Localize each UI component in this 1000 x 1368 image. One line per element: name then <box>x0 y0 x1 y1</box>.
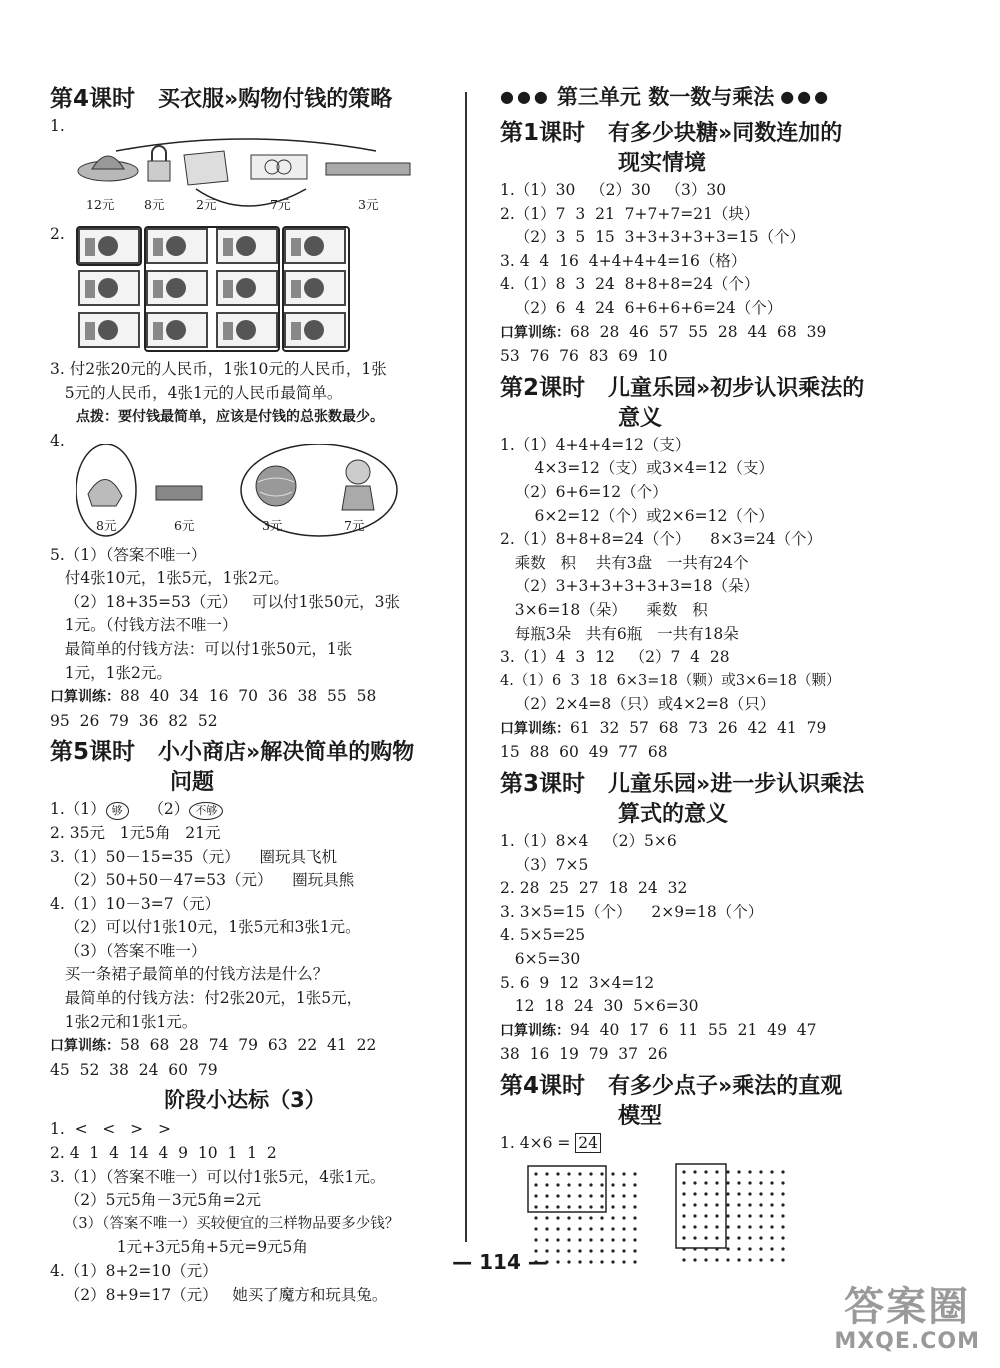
grid-dot <box>682 1236 685 1239</box>
grid-dot <box>545 1183 548 1186</box>
grid-dot <box>545 1227 548 1230</box>
banknote-icon <box>146 312 208 348</box>
answer-line: 4.（1）8 3 24 8+8+8=24（个） <box>500 275 760 294</box>
grid-dot <box>737 1214 740 1217</box>
oral-label: 口算训练： <box>500 324 570 341</box>
answer-line: 4.（1）8+2=10（元） <box>50 1262 218 1280</box>
grid-dot <box>622 1172 625 1175</box>
grid-dot <box>704 1214 707 1217</box>
banknote-icon <box>284 270 346 306</box>
grid-dot <box>748 1214 751 1217</box>
boxed-answer: 24 <box>575 1133 601 1153</box>
price-label: 2元 <box>196 196 217 212</box>
grid-dot <box>556 1205 559 1208</box>
answer-line: 4. 5×5=25 <box>500 926 586 945</box>
grid-dot <box>578 1238 581 1241</box>
grid-dot <box>704 1203 707 1206</box>
lesson-title-cont: 现实情境 <box>618 151 707 176</box>
lesson-number: 第2课时 <box>500 374 586 401</box>
lesson-number: 第5课时 <box>50 739 136 766</box>
grid-dot <box>611 1205 614 1208</box>
grid-dot <box>693 1170 696 1173</box>
grid-dot <box>682 1181 685 1184</box>
grid-dot <box>781 1203 784 1206</box>
grid-dot <box>715 1214 718 1217</box>
answer-line: 6×2=12（个）或2×6=12（个） <box>500 506 774 525</box>
grid-dot <box>682 1214 685 1217</box>
answer-line: （3）7×5 <box>500 855 589 874</box>
grid-dot <box>534 1216 537 1219</box>
lesson-heading-r1 <box>500 118 900 179</box>
grid-dot <box>759 1170 762 1173</box>
circled-answer: 不够 <box>189 802 223 820</box>
answer-line: （2）5元5角－3元5角=2元 <box>50 1191 261 1210</box>
answer-line: 1.（1）4+4+4=12（支） <box>500 435 691 454</box>
grid-dot <box>726 1225 729 1228</box>
price-label: 7元 <box>344 517 365 533</box>
page-number: — 114 — <box>452 1250 548 1274</box>
q4-items-illustration <box>76 444 416 540</box>
grid-dot <box>704 1225 707 1228</box>
grid-dot <box>567 1216 570 1219</box>
grid-dot <box>622 1183 625 1186</box>
answer-line: （2）50+50－47=53（元） 圈玩具熊 <box>50 871 355 890</box>
grid-dot <box>781 1192 784 1195</box>
oral-label: 口算训练： <box>50 1038 120 1055</box>
circled-answer: 够 <box>106 802 129 820</box>
oral-line <box>500 321 900 346</box>
grid-dot <box>567 1194 570 1197</box>
grid-dot <box>578 1172 581 1175</box>
grid-dot <box>600 1227 603 1230</box>
grid-dot <box>704 1170 707 1173</box>
lesson-number: 第1课时 <box>500 120 586 146</box>
grid-dot <box>770 1203 773 1206</box>
grid-dot <box>726 1214 729 1217</box>
tip-text: 要付钱最简单，应该是付钱的总张数最少。 <box>118 409 384 426</box>
banknote-icon <box>284 228 346 264</box>
q4-label: 4. <box>50 431 65 450</box>
answer-line: 最简单的付钱方法：可以付1张50元，1张 <box>50 639 353 658</box>
grid-dot <box>600 1238 603 1241</box>
grid-dot <box>578 1216 581 1219</box>
grid-dot <box>715 1170 718 1173</box>
answer-line: （2）2×4=8（只）或4×2=8（只） <box>500 695 776 714</box>
unit-title: 第三单元 数一数与乘法 <box>556 85 775 109</box>
answer-line: 4×3=12（支）或3×4=12（支） <box>500 459 774 478</box>
grid-dot <box>633 1238 636 1241</box>
price-label: 3元 <box>358 196 379 212</box>
banknote-icon <box>216 312 278 348</box>
answer-line: 3. 4 4 16 4+4+4+4=16（格） <box>500 251 747 270</box>
oral-line <box>500 1019 900 1044</box>
oral-values: 53 76 76 83 69 10 <box>500 347 668 366</box>
tip-line <box>50 405 440 430</box>
answer-line: 2. 4 1 4 14 4 9 10 1 1 2 <box>50 1144 277 1163</box>
answer-line: 2.（1）7 3 21 7+7+7=21（块） <box>500 204 760 223</box>
q2-label: 2. <box>50 224 65 243</box>
grid-dot <box>759 1236 762 1239</box>
answer-line: 1元。（付钱方法不唯一） <box>50 616 238 635</box>
oral-values: 88 40 34 16 70 36 38 55 58 <box>120 687 377 706</box>
grid-dot <box>633 1205 636 1208</box>
lesson-title-cont: 算式的意义 <box>618 802 729 828</box>
answer-line: 2.（1）8+8+8=24（个） 8×3=24（个） <box>500 530 823 549</box>
grid-dot <box>770 1214 773 1217</box>
answer-line: 3.（1）50－15=35（元） 圈玩具飞机 <box>50 847 338 866</box>
oral-line <box>500 717 900 742</box>
q4-figure <box>76 444 416 540</box>
watermark-title: 答案圈 <box>844 1284 971 1330</box>
grid-dot <box>781 1181 784 1184</box>
answer-line: （2）6 4 24 6+6+6+6=24（个） <box>500 298 783 317</box>
lesson-heading-r3 <box>500 769 900 830</box>
grid-dot <box>589 1227 592 1230</box>
grid-dot <box>600 1194 603 1197</box>
grid-dot <box>622 1216 625 1219</box>
grid-dot <box>726 1181 729 1184</box>
lesson-title: 有多少点子»乘法的直观 <box>608 1074 843 1099</box>
oral-values: 68 28 46 57 55 28 44 68 39 <box>570 322 827 341</box>
grid-dot <box>545 1216 548 1219</box>
grid-dot <box>759 1181 762 1184</box>
grid-dot <box>545 1238 548 1241</box>
answer-line: 3. 付2张20元的人民币，1张10元的人民币，1张 <box>50 360 387 379</box>
price-label: 6元 <box>174 517 195 533</box>
grid-dot <box>759 1225 762 1228</box>
oral-values: 95 26 79 36 82 52 <box>50 711 218 730</box>
grid-dot <box>737 1181 740 1184</box>
lesson-title: 买衣服»购物付钱的策略 <box>158 87 393 112</box>
lesson-title: 有多少块糖»同数连加的 <box>608 121 843 146</box>
oral-label: 口算训练： <box>500 1022 570 1039</box>
grid-dot <box>589 1183 592 1186</box>
q1-part2: （2） <box>148 800 190 819</box>
grid-dot <box>534 1227 537 1230</box>
grid-dot <box>770 1181 773 1184</box>
grid-dot <box>534 1183 537 1186</box>
grid-dot <box>567 1238 570 1241</box>
grid-dot <box>611 1238 614 1241</box>
grid-dot <box>534 1172 537 1175</box>
grid-dot <box>567 1172 570 1175</box>
grid-dot <box>682 1203 685 1206</box>
answer-line: 6×5=30 <box>500 950 581 969</box>
unit-heading <box>500 80 900 114</box>
grid-dot <box>748 1170 751 1173</box>
grid-dot <box>545 1172 548 1175</box>
grid-dot <box>578 1183 581 1186</box>
grid-dot <box>693 1192 696 1195</box>
oral-values: 38 16 19 79 37 26 <box>500 1045 668 1064</box>
grid-dot <box>759 1192 762 1195</box>
grid-dot <box>726 1203 729 1206</box>
answer-line: 买一条裙子最简单的付钱方法是什么？ <box>50 965 329 984</box>
grid-dot <box>534 1238 537 1241</box>
grid-dot <box>578 1194 581 1197</box>
answer-line: 3×6=18（朵） 乘数 积 <box>500 600 708 619</box>
grid-dot <box>704 1181 707 1184</box>
grid-dot <box>589 1194 592 1197</box>
lesson-heading-l4 <box>50 84 440 115</box>
grid-dot <box>693 1181 696 1184</box>
grid-dot <box>611 1183 614 1186</box>
banknote-icon <box>284 312 346 348</box>
grid-dot <box>589 1205 592 1208</box>
answer-line: 5. 6 9 12 3×4=12 <box>500 973 655 992</box>
oral-values: 61 32 57 68 73 26 42 41 79 <box>570 718 827 737</box>
answer-line: 5元的人民币，4张1元的人民币最简单。 <box>50 383 343 402</box>
grid-dot <box>611 1227 614 1230</box>
grid-dot <box>737 1170 740 1173</box>
grid-dot <box>545 1194 548 1197</box>
grid-dot <box>633 1183 636 1186</box>
grid-dot <box>715 1192 718 1195</box>
grid-dot <box>737 1236 740 1239</box>
answer-line: （2）6+6=12（个） <box>500 482 668 501</box>
answer-line: 每瓶3朵 共有6瓶 一共有18朵 <box>500 624 739 643</box>
grid-dot <box>748 1236 751 1239</box>
grid-dot <box>781 1225 784 1228</box>
right-column <box>500 80 900 1272</box>
lesson-title: 儿童乐园»初步认识乘法的 <box>608 375 865 401</box>
q1-prefix: 1.（1） <box>50 800 106 819</box>
oral-values: 58 68 28 74 79 63 22 41 22 <box>120 1036 377 1055</box>
price-label: 3元 <box>262 517 283 533</box>
grid-dot <box>737 1203 740 1206</box>
grid-dot <box>704 1236 707 1239</box>
banknote-icon <box>216 270 278 306</box>
lesson-heading-r2 <box>500 373 900 434</box>
grid-dot <box>622 1205 625 1208</box>
oral-values: 15 88 60 49 77 68 <box>500 743 668 762</box>
grid-dot <box>633 1216 636 1219</box>
grid-dot <box>781 1214 784 1217</box>
grid-dot <box>600 1216 603 1219</box>
grid-dot <box>726 1192 729 1195</box>
answer-line: 5.（1）（答案不唯一） <box>50 545 207 564</box>
oral-label: 口算训练： <box>50 689 120 706</box>
grid-dot <box>611 1172 614 1175</box>
grid-dot <box>770 1192 773 1195</box>
oral-values: 94 40 17 6 11 55 21 49 47 <box>570 1020 817 1039</box>
grid-dot <box>611 1216 614 1219</box>
grid-dot <box>726 1170 729 1173</box>
oral-line <box>50 685 440 710</box>
grid-dot <box>589 1172 592 1175</box>
tip-label: 点拨： <box>76 409 118 426</box>
banknote-icon <box>216 228 278 264</box>
grid-dot <box>693 1214 696 1217</box>
price-label: 7元 <box>270 196 291 212</box>
grid-dot <box>556 1238 559 1241</box>
grid-dot <box>633 1227 636 1230</box>
grid-dot <box>589 1238 592 1241</box>
dots-decoration: ●●● <box>500 87 551 106</box>
answer-line: 1张2元和1张1元。 <box>50 1012 198 1031</box>
lesson-heading-r4 <box>500 1071 900 1132</box>
grid-dot <box>693 1236 696 1239</box>
answer-line: 4.（1）6 3 18 6×3=18（颗）或3×6=18（颗） <box>500 672 841 689</box>
grid-dot <box>556 1216 559 1219</box>
answer-line: 乘数 积 共有3盘 一共有24个 <box>500 553 749 572</box>
answer-line: 3.（1）（答案不唯一）可以付1张5元，4张1元。 <box>50 1167 386 1186</box>
grid-dot <box>611 1194 614 1197</box>
answer-line: 1.（1）8×4 （2）5×6 <box>500 832 677 851</box>
answer-line: （2）可以付1张10元，1张5元和3张1元。 <box>50 918 361 937</box>
lesson-title: 小小商店»解决简单的购物 <box>158 740 415 766</box>
q1-figure <box>76 133 416 219</box>
lesson-title: 儿童乐园»进一步认识乘法 <box>608 772 865 798</box>
grid-dot <box>726 1236 729 1239</box>
answer-line: 最简单的付钱方法：付2张20元，1张5元， <box>50 989 363 1008</box>
grid-dot <box>748 1225 751 1228</box>
grid-dot <box>715 1203 718 1206</box>
oral-label: 口算训练： <box>500 720 570 737</box>
banknote-grid <box>76 226 356 354</box>
grid-dot <box>770 1170 773 1173</box>
grid-dot <box>693 1225 696 1228</box>
watermark-url: MXQE.COM <box>834 1329 980 1354</box>
grid-dot <box>715 1181 718 1184</box>
grid-dot <box>622 1194 625 1197</box>
grid-dot <box>682 1192 685 1195</box>
stage-heading: 阶段小达标（3） <box>164 1088 326 1113</box>
grid-dot <box>759 1203 762 1206</box>
grid-dot <box>567 1205 570 1208</box>
lesson-title-cont: 模型 <box>618 1104 663 1129</box>
answer-line <box>500 1132 900 1156</box>
grid-dot <box>682 1170 685 1173</box>
answer-line: （3）（答案不唯一）买较便宜的三样物品要多少钱？ <box>50 1215 400 1232</box>
grid-dot <box>600 1183 603 1186</box>
answer-line: 付4张10元，1张5元，1张2元。 <box>50 569 289 588</box>
grid-dot <box>556 1172 559 1175</box>
grid-dot <box>682 1225 685 1228</box>
left-column <box>50 80 440 1307</box>
answer-line: 2. 35元 1元5角 21元 <box>50 823 221 842</box>
grid-dot <box>622 1238 625 1241</box>
grid-dot <box>770 1236 773 1239</box>
dots-decoration: ●●● <box>780 87 832 106</box>
price-label: 12元 <box>86 196 115 212</box>
grid-dot <box>781 1236 784 1239</box>
q1-expression: 1. 4×6 = <box>500 1134 571 1152</box>
grid-dot <box>748 1192 751 1195</box>
answer-line <box>50 798 440 822</box>
answer-line: （2）8+9=17（元） 她买了魔方和玩具兔。 <box>50 1285 388 1304</box>
grid-dot <box>622 1227 625 1230</box>
grid-dot <box>759 1214 762 1217</box>
banknote-icon <box>78 228 140 264</box>
grid-dot <box>737 1192 740 1195</box>
lesson-number: 第3课时 <box>500 771 586 798</box>
answer-line: 1. < < > > <box>50 1120 171 1139</box>
grid-dot <box>748 1203 751 1206</box>
grid-dot <box>770 1225 773 1228</box>
answer-line: 1元，1张2元。 <box>50 663 172 682</box>
banknote-icon <box>78 270 140 306</box>
grid-dot <box>556 1183 559 1186</box>
grid-dot <box>781 1170 784 1173</box>
oral-values: 45 52 38 24 60 79 <box>50 1060 218 1079</box>
grid-dot <box>693 1203 696 1206</box>
answer-line: （2）3 5 15 3+3+3+3+3=15（个） <box>500 228 806 247</box>
lesson-number: 第4课时 <box>50 86 136 112</box>
grid-dot <box>567 1227 570 1230</box>
grid-dot <box>578 1205 581 1208</box>
answer-line: （2）18+35=53（元） 可以付1张50元，3张 <box>50 592 401 611</box>
price-label: 8元 <box>144 196 165 212</box>
grid-dot <box>534 1194 537 1197</box>
banknote-icon <box>78 312 140 348</box>
lesson-title-cont: 问题 <box>170 770 215 796</box>
watermark-logo <box>834 1285 980 1354</box>
q1-label: 1. <box>50 117 65 135</box>
grid-dot <box>737 1225 740 1228</box>
oral-line <box>50 1034 440 1059</box>
answer-line: （3）（答案不唯一） <box>50 941 207 960</box>
grid-dot <box>633 1172 636 1175</box>
lesson-heading-l5 <box>50 737 440 798</box>
banknote-icon <box>146 228 208 264</box>
answer-line: 2. 28 25 27 18 24 32 <box>500 879 688 898</box>
answer-line: 3.（1）4 3 12 （2）7 4 28 <box>500 648 730 667</box>
grid-dot <box>748 1181 751 1184</box>
price-label: 8元 <box>96 517 117 533</box>
grid-dot <box>556 1194 559 1197</box>
answer-line: 3. 3×5=15（个） 2×9=18（个） <box>500 902 764 921</box>
grid-dot <box>589 1216 592 1219</box>
answer-line: 12 18 24 30 5×6=30 <box>500 997 699 1016</box>
grid-dot <box>567 1183 570 1186</box>
grid-dot <box>534 1205 537 1208</box>
grid-dot <box>633 1194 636 1197</box>
banknote-icon <box>146 270 208 306</box>
answer-line: 1元+3元5角+5元=9元5角 <box>102 1238 308 1257</box>
lesson-title-cont: 意义 <box>618 405 663 431</box>
grid-dot <box>600 1172 603 1175</box>
lesson-number: 第4课时 <box>500 1073 586 1099</box>
grid-dot <box>556 1227 559 1230</box>
grid-dot <box>715 1225 718 1228</box>
answer-line: 4.（1）10－3=7（元） <box>50 894 221 913</box>
grid-dot <box>578 1227 581 1230</box>
grid-dot <box>600 1205 603 1208</box>
grid-dot <box>545 1205 548 1208</box>
answer-line: 1.（1）30 （2）30 （3）30 <box>500 181 727 199</box>
grid-dot <box>704 1192 707 1195</box>
grid-dot <box>715 1236 718 1239</box>
column-divider <box>465 92 467 1242</box>
answer-line: （2）3+3+3+3+3+3=18（朵） <box>500 577 759 596</box>
